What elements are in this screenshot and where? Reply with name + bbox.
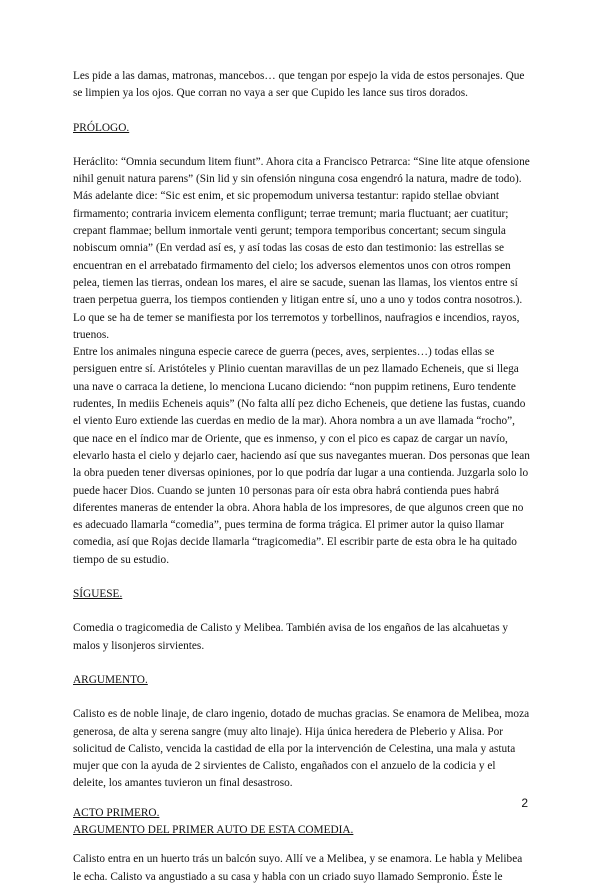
acto-primero-argumento-heading: ARGUMENTO DEL PRIMER AUTO DE ESTA COMEDIA. — [73, 823, 354, 836]
argumento-heading: ARGUMENTO. — [73, 673, 148, 686]
intro-paragraph: Les pide a las damas, matronas, mancebos… que tengan por espejo la vida de estos personajes. Que se limpien ya los ojos. Que corran no vaya a ser que Cupido les lance sus tiros dorados. — [73, 70, 525, 100]
siguese-heading: SÍGUESE. — [73, 588, 123, 601]
argumento-paragraph: Calisto es de noble linaje, de claro ingenio, dotado de muchas gracias. Se enamora de Melibea, moza generosa, de alta y serena sangre (muy alto linaje). Hija única heredera de Pleberio y Alisa. Por solicitud de Calisto, vencida la castidad de ella por la intervención de Celestina, una mala y astuta mujer que con la ayuda de 2 sirvientes de Calisto, engañados con el anzuelo de la codicia y el deleite, los amantes tuvieron un final desastroso. — [73, 708, 530, 790]
page-number: 2 — [521, 796, 528, 810]
prologo-heading: PRÓLOGO. — [73, 121, 130, 134]
prologo-paragraph-2: Entre los animales ninguna especie carece de guerra (peces, aves, serpientes…) todas ellas se persiguen entre sí. Aristóteles y Plinio cuentan maravillas de un pez llamado Echeneis, que si llega una nave o carraca la detiene, lo menciona Lucano diciendo: “non puppim retinens, Euro tendente rudentes, In mediis Echeneis aquis” (No falta allí pez dicho Echeneis, que detiene las fustas, cuando el viento Euro extiende las cuerdas en medio de la mar). Ahora nombra a un ave llamada “rocho”, que nace en el índico mar de Oriente, que es inmenso, y con el pico es capaz de cargar un navío, elevarlo hasta el cielo y dejarlo caer, haciendo así que sus navegantes mueran. Dos personas que lean la obra pueden tener diversas opiniones, por lo que podría dar lugar a una contienda. Juzgarla solo lo puede hacer Dios. Cuando se junten 10 personas para oír esta obra habrá contienda pues habrá diferentes maneras de entender la obra. Ahora habla de los impresores, de que algunos creen que no es adecuado llamarla “comedia”, pues termina de forma trágica. El primer autor la quiso llamar comedia, así que Rojas decide llamarla “tragicomedia”. El escribir parte de esta obra le ha quitado tiempo de su estudio. — [73, 346, 530, 566]
acto-primero-paragraph: Calisto entra en un huerto trás un balcón suyo. Allí ve a Melibea, y se enamora. Le habla y Melibea le echa. Calisto va angustiado a su casa y habla con un criado suyo llamado Sempronio. Éste le — [73, 853, 523, 883]
prologo-paragraph-1: Heráclito: “Omnia secundum litem fiunt”. Ahora cita a Francisco Petrarca: “Sine lite atque ofensione nihil genuit natura parens” (Sin lid y sin ofensión ninguna cosa engendró la natura, madre de todo). Más adelante dice: “Sic est enim, et sic propemodum universa testantur: rapido stellae obviant firmamento; contraria invicem elementa confligunt; terrae tremunt; maria fluctuant; aer cuatitur; crepant flammae; bellum inmortale venti gerunt; tempora temporibus concertant; secum singula nobiscum omnia” (En verdad así es, y así todas las cosas de esto dan testimonio: las estrellas se encuentran en el arrebatado firmamento del cielo; los adversos elementos unos con otros rompen pelea, tiemen las tierras, ondean los mares, el aire se sacude, suenan las llamas, los vientos entre sí traen perpetua guerra, los tiempos contienden y litigan entre sí, uno a uno y todos contra nosotros.). Lo que se ha de temer se manifiesta por los terremotos y torbellinos, naufragios e incendios, rayos, truenos. — [73, 155, 530, 341]
siguese-paragraph: Comedia o tragicomedia de Calisto y Melibea. También avisa de los engaños de las alcahuetas y malos y lisonjeros sirvientes. — [73, 622, 509, 652]
acto-primero-heading: ACTO PRIMERO. — [73, 806, 160, 819]
